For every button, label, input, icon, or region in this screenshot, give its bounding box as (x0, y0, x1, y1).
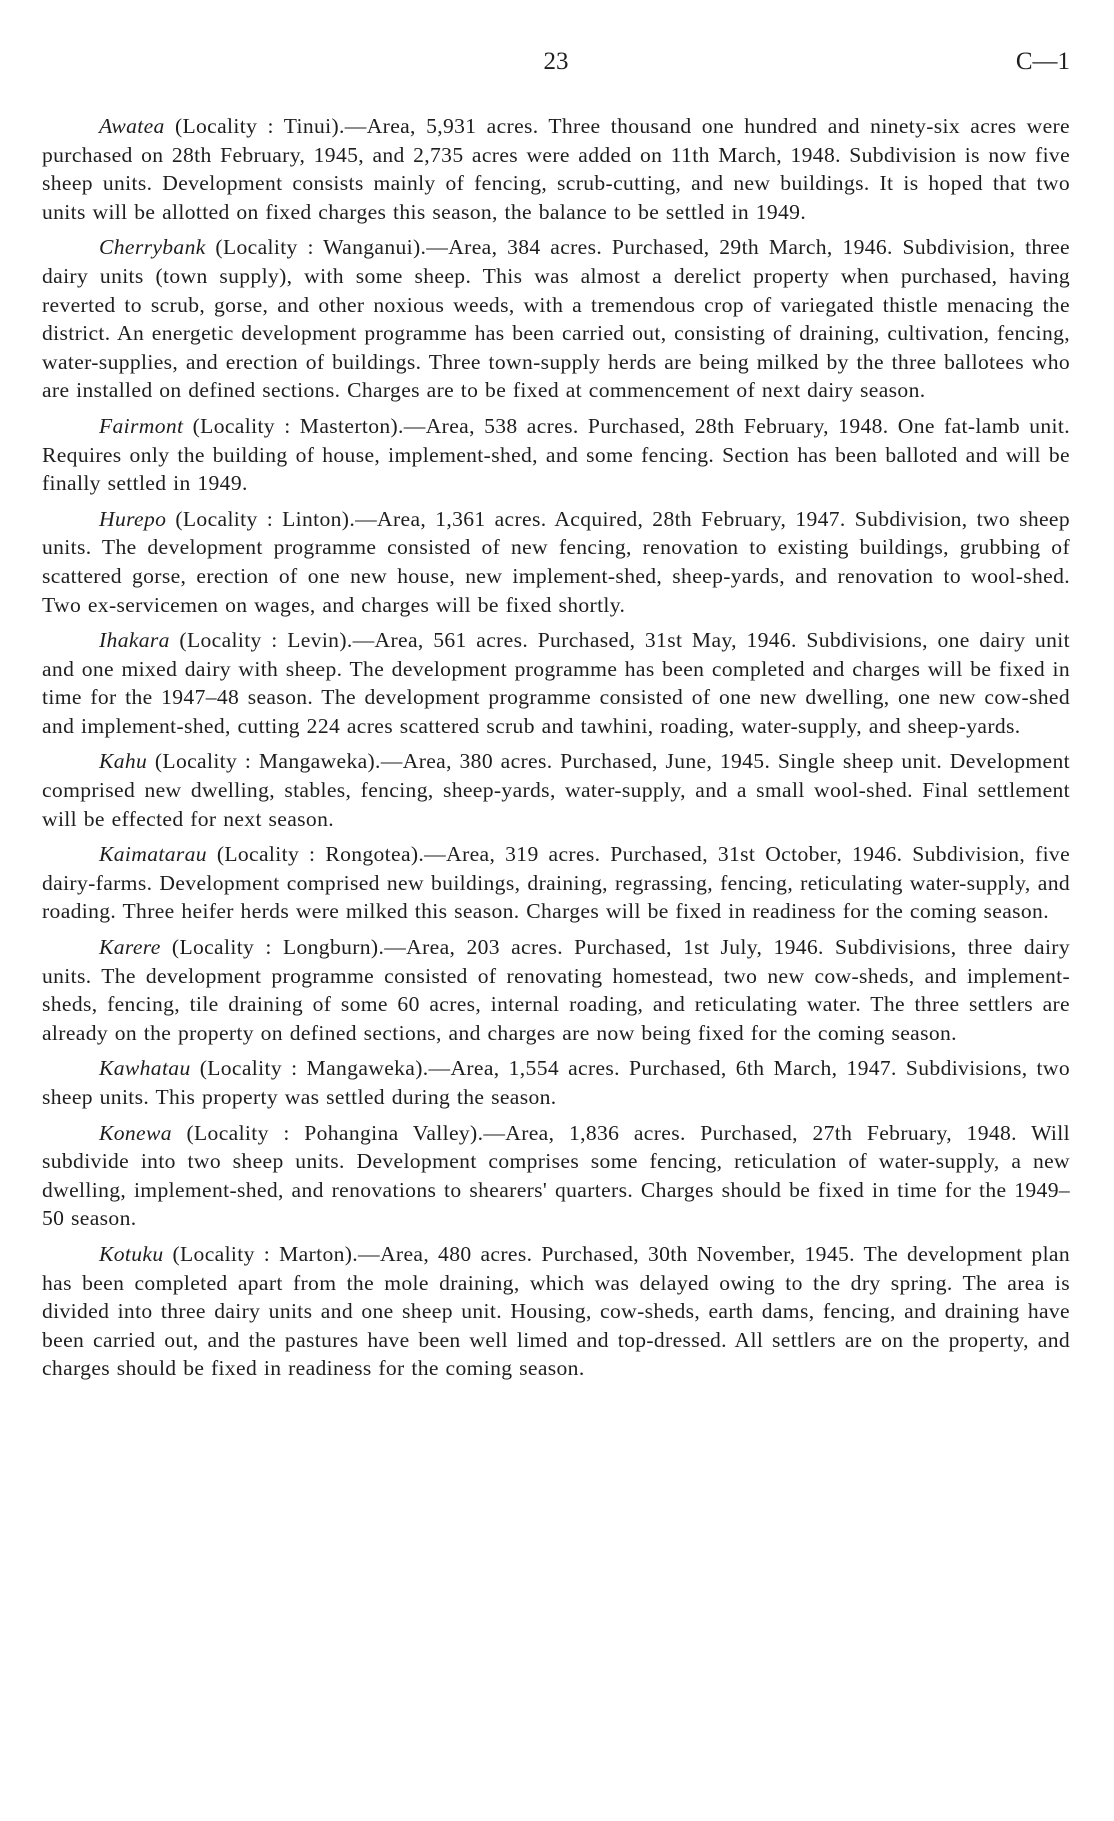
entry-text: (Locality : Wanganui).—Area, 384 acres. Purchased, 29th March, 1946. Subdivision, three dairy units (town supply), with some sheep. This was almost a derelict property when purchased, having reverted to scrub, gorse, and other noxious weeds, with a tremendous crop of variegated thistle menacing the district. An energetic development programme has been carried out, consisting of draining, cultivation, fencing, water-supplies, and erection of buildings. Three town-supply herds are being milked by the three ballotees who are installed on defined sections. Charges are to be fixed at commencement of next dairy season. (42, 235, 1070, 403)
entry-name: Konewa (99, 1120, 172, 1145)
entry-text: (Locality : Marton).—Area, 480 acres. Purchased, 30th November, 1945. The development plan has been completed apart from the mole draining, which was delayed owing to the dry spring. The area is divided into three dairy units and one sheep unit. Housing, cow-sheds, earth dams, fencing, and draining have been carried out, and the pastures have been well limed and top-dressed. All settlers are on the property, and charges should be fixed in readiness for the coming season. (42, 1241, 1070, 1381)
entry-ihakara (42, 626, 1070, 740)
entry-text: (Locality : Rongotea).—Area, 319 acres. Purchased, 31st October, 1946. Subdivision, five dairy-farms. Development comprised new buildings, draining, regrassing, fencing, reticulating water-supply, and roading. Three heifer herds were milked this season. Charges will be fixed in readiness for the coming season. (42, 842, 1070, 924)
entry-text: (Locality : Longburn).—Area, 203 acres. Purchased, 1st July, 1946. Subdivisions, three dairy units. The development programme consisted of renovating homestead, two new cow-sheds, and implement-sheds, fencing, tile draining of some 60 acres, internal roading, and reticulating water. The three settlers are already on the property on defined sections, and charges are now being fixed for the coming season. (42, 935, 1070, 1045)
entry-name: Ihakara (99, 628, 170, 653)
entry-name: Kaimatarau (99, 842, 207, 867)
page-body (42, 112, 1070, 1390)
entry-fairmont (42, 412, 1070, 498)
page-header (42, 48, 1070, 88)
entry-awatea (42, 112, 1070, 226)
entry-name: Kahu (99, 749, 148, 774)
page-number: 23 (543, 48, 569, 75)
entry-name: Awatea (99, 114, 165, 138)
entry-text: (Locality : Mangaweka).—Area, 380 acres. Purchased, June, 1945. Single sheep unit. Development comprised new dwelling, stables, fencing, sheep-yards, water-supply, and a small wool-shed. Final settlement will be effected for next season. (42, 749, 1070, 831)
entry-text: (Locality : Tinui).—Area, 5,931 acres. Three thousand one hundred and ninety-six acres were purchased on 28th February, 1945, and 2,735 acres were added on 11th March, 1948. Subdivision is now five sheep units. Development consists mainly of fencing, scrub-cutting, and new buildings. It is hoped that two units will be allotted on fixed charges this season, the balance to be settled in 1949. (42, 114, 1070, 224)
entry-kaimatarau (42, 840, 1070, 926)
entry-name: Cherrybank (99, 235, 206, 260)
entry-name: Kawhatau (99, 1056, 191, 1081)
entry-name: Kotuku (99, 1241, 164, 1266)
entry-text: (Locality : Pohangina Valley).—Area, 1,836 acres. Purchased, 27th February, 1948. Will subdivide into two sheep units. Development comprises some fencing, reticulation of water-supply, a new dwelling, implement-shed, and renovations to shearers' quarters. Charges should be fixed in time for the 1949–50 season. (42, 1120, 1070, 1231)
entry-text: (Locality : Masterton).—Area, 538 acres. Purchased, 28th February, 1948. One fat-lamb unit. Requires only the building of house, implement-shed, and some fencing. Section has been balloted and will be finally settled in 1949. (42, 413, 1070, 496)
entry-text: (Locality : Mangaweka).—Area, 1,554 acres. Purchased, 6th March, 1947. Subdivisions, two sheep units. This property was settled during the season. (42, 1056, 1070, 1109)
document-reference: C—1 (1015, 48, 1070, 75)
entry-konewa (42, 1119, 1070, 1233)
entry-karere (42, 933, 1070, 1047)
entry-cherrybank (42, 233, 1070, 405)
entry-kahu (42, 747, 1070, 833)
entry-kawhatau (42, 1054, 1070, 1111)
entry-name: Fairmont (99, 413, 184, 438)
entry-hurepo (42, 505, 1070, 619)
entry-name: Karere (99, 935, 161, 960)
entry-name: Hurepo (99, 506, 167, 531)
entry-text: (Locality : Linton).—Area, 1,361 acres. Acquired, 28th February, 1947. Subdivision, two sheep units. The development programme consisted of new fencing, renovation to existing buildings, grubbing of scattered gorse, erection of one new house, new implement-shed, sheep-yards, and renovation to wool-shed. Two ex-servicemen on wages, and charges will be fixed shortly. (42, 506, 1070, 617)
entry-kotuku (42, 1240, 1070, 1383)
entry-text: (Locality : Levin).—Area, 561 acres. Purchased, 31st May, 1946. Subdivisions, one dairy unit and one mixed dairy with sheep. The development programme has been completed and charges will be fixed in time for the 1947–48 season. The development programme consisted of one new dwelling, one new cow-shed and implement-shed, cutting 224 acres scattered scrub and tawhini, roading, water-supply, and sheep-yards. (42, 628, 1070, 738)
